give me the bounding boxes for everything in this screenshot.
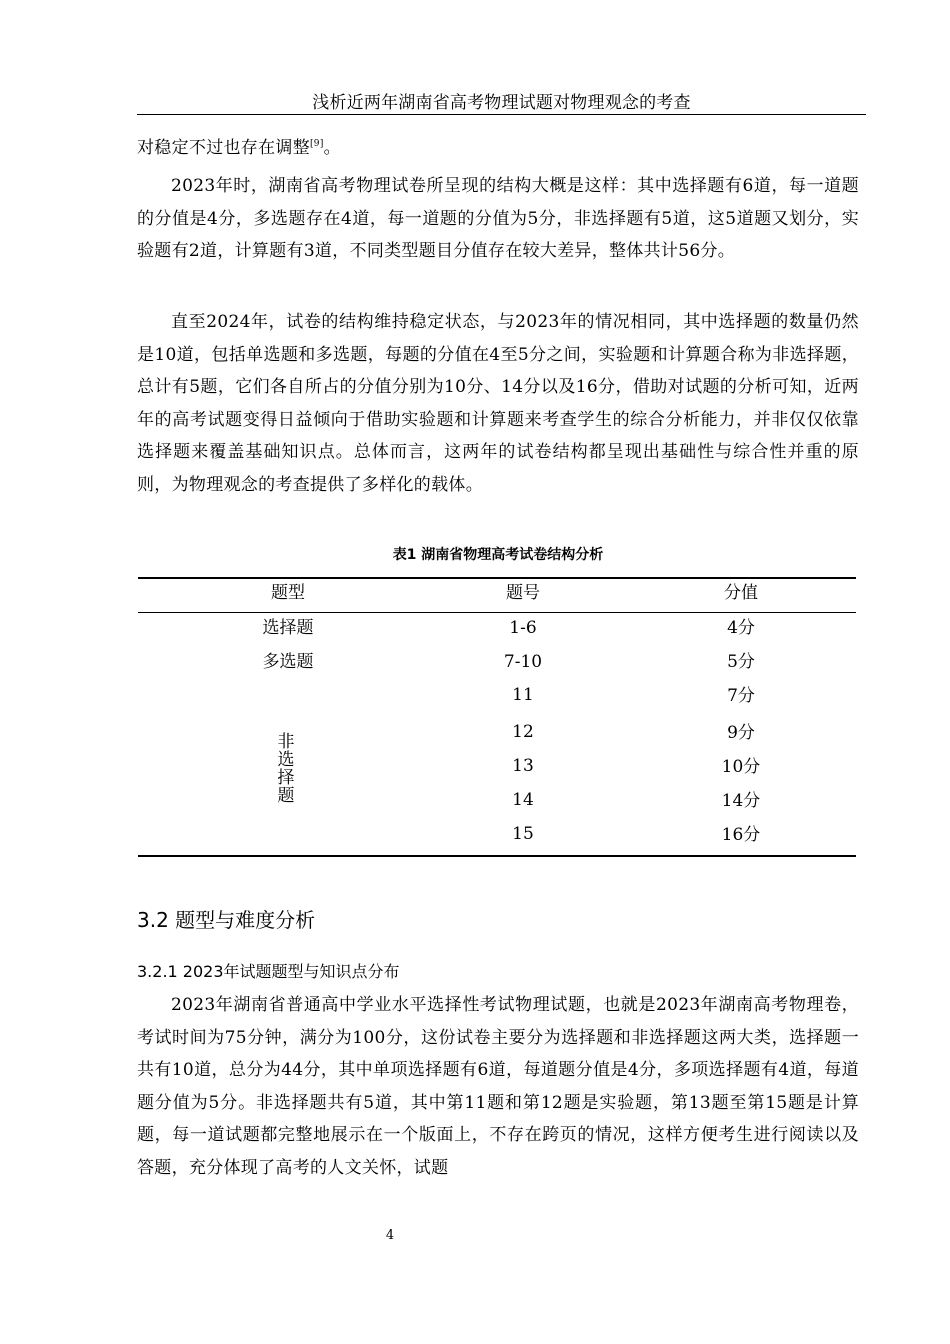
table-bottom-rule xyxy=(138,855,856,857)
paragraph-2023-analysis: 2023年湖南省普通高中学业水平选择性考试物理试题，也就是2023年湖南高考物理卷，考试时间为75分钟，满分为100分，这份试卷主要分为选择题和非选择题这两大类，选择题一共有10道，总分为44分，其中单项选择题有6道，每道题分值是4分，多项选择题有4道，每道题分值为5分。非选择题共有5道，其中第11题和第12题是实验题，第13题至第15题是计算题，每一道试题都完整地展示在一个版面上，不存在跨页的情况，这样方便考生进行阅读以及答题，充分体现了高考的人文关怀，试题 xyxy=(137,995,859,1178)
table-cell-type: 选择题 xyxy=(262,618,314,638)
table-cell-score: 14分 xyxy=(721,791,761,811)
citation-ref[interactable]: [9] xyxy=(310,139,324,149)
table-cell-number: 7-10 xyxy=(503,652,543,672)
table-cell-score: 10分 xyxy=(721,757,761,777)
table-cell-number: 11 xyxy=(512,685,534,705)
page-number: 4 xyxy=(385,1228,395,1243)
table-header-number: 题号 xyxy=(506,583,540,603)
table-cell-type: 多选题 xyxy=(262,652,314,672)
paragraph-continuation xyxy=(137,132,859,165)
running-header: 浅析近两年湖南省高考物理试题对物理观念的考查 xyxy=(312,93,691,113)
table-header-score: 分值 xyxy=(724,583,758,603)
table-caption: 表1 湖南省物理高考试卷结构分析 xyxy=(392,547,604,563)
table-cell-score: 4分 xyxy=(727,618,755,638)
table-cell-score: 9分 xyxy=(727,723,755,743)
table-merged-type-char: 非 xyxy=(277,732,295,752)
paragraph-text: 对稳定不过也存在调整 xyxy=(137,138,310,158)
subsection-heading: 3.2.1 2023年试题题型与知识点分布 xyxy=(137,962,400,981)
table-merged-type-char: 选 xyxy=(277,750,295,770)
table-top-rule xyxy=(138,577,856,579)
section-heading: 3.2 题型与难度分析 xyxy=(137,908,316,932)
table-cell-score: 5分 xyxy=(727,652,755,672)
table-header-type: 题型 xyxy=(271,583,305,603)
header-rule xyxy=(137,114,866,115)
table-cell-number: 14 xyxy=(512,790,534,810)
table-cell-number: 13 xyxy=(512,756,534,776)
table-cell-score: 16分 xyxy=(721,825,761,845)
paragraph-2024-structure: 直至2024年，试卷的结构维持稳定状态，与2023年的情况相同，其中选择题的数量仍然是10道，包括单选题和多选题，每题的分值在4至5分之间，实验题和计算题合称为非选择题，总计有5题，它们各自所占的分值分别为10分、14分以及16分，借助对试题的分析可知，近两年的高考试题变得日益倾向于借助实验题和计算题来考查学生的综合分析能力，并非仅仅依靠选择题来覆盖基础知识点。总体而言，这两年的试卷结构都呈现出基础性与综合性并重的原则，为物理观念的考查提供了多样化的载体。 xyxy=(137,312,859,495)
table-merged-type-char: 择 xyxy=(277,768,295,788)
table-cell-number: 1-6 xyxy=(509,618,537,638)
table-cell-number: 12 xyxy=(512,722,534,742)
table-merged-type-char: 题 xyxy=(277,786,295,806)
table-cell-score: 7分 xyxy=(727,686,755,706)
table-header-rule xyxy=(138,612,856,613)
paragraph-2023-structure: 2023年时，湖南省高考物理试卷所呈现的结构大概是这样：其中选择题有6道，每一道题的分值是4分，多选题存在4道，每一道题的分值为5分，非选择题有5道，这5道题又划分，实验题有2道，计算题有3道，不同类型题目分值存在较大差异，整体共计56分。 xyxy=(137,176,859,261)
table-cell-number: 15 xyxy=(512,824,534,844)
paragraph-text: 。 xyxy=(323,138,341,158)
